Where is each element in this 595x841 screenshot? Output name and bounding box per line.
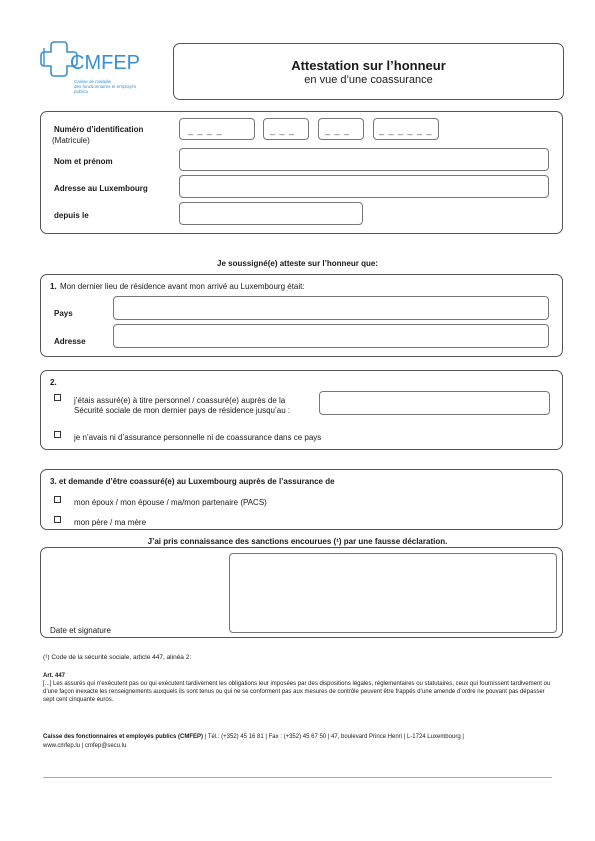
- since-label: depuis le: [54, 211, 89, 220]
- name-label: Nom et prénom: [54, 157, 113, 166]
- previous-address-label: Adresse: [54, 337, 86, 346]
- id-dash-placeholder: _ _ _: [270, 125, 296, 135]
- insured-option-line1: j’étais assuré(e) à titre personnel / coassuré(e) auprès de la: [74, 396, 286, 405]
- spouse-checkbox[interactable]: [54, 496, 61, 503]
- insured-option-line2: Sécurité sociale de mon dernier pays de résidence jusqu’au :: [74, 406, 291, 415]
- id-dash-placeholder: _ _ _: [325, 125, 351, 135]
- parent-checkbox[interactable]: [54, 516, 61, 523]
- footnote-marker: (¹): [43, 654, 50, 661]
- id-dash-placeholder: _ _ _ _ _ _: [379, 125, 433, 135]
- contact-org: Caisse des fonctionnaires et employés publics (CMFEP): [43, 734, 204, 740]
- id-dash-placeholder: _ _ _ _: [188, 125, 223, 135]
- signature-field[interactable]: [229, 553, 557, 633]
- parent-option: mon père / ma mère: [74, 518, 147, 527]
- footnote-text: Code de la sécurité sociale, article 447, alinéa 2:: [51, 654, 192, 661]
- name-field[interactable]: [179, 148, 549, 171]
- id-field-4[interactable]: [373, 118, 439, 140]
- address-label: Adresse au Luxembourg: [54, 184, 148, 193]
- not-insured-checkbox[interactable]: [54, 431, 61, 438]
- id-field-1[interactable]: [179, 118, 255, 140]
- id-field-2[interactable]: [263, 118, 309, 140]
- section-2-number: 2.: [50, 378, 57, 387]
- country-label: Pays: [54, 309, 73, 318]
- logo-subtitle: [74, 79, 174, 94]
- spouse-option: mon époux / mon épouse / ma/mon partenaire (PACS): [74, 498, 267, 507]
- sanctions-statement: J’ai pris connaissance des sanctions encourues (¹) par une fausse déclaration.: [147, 537, 448, 546]
- logo-text: CMFEP: [70, 52, 140, 74]
- not-insured-option: je n’avais ni d’assurance personnelle ni de coassurance dans ce pays: [74, 433, 322, 442]
- title-box: [173, 43, 564, 100]
- article-title: Art. 447: [43, 673, 66, 679]
- id-sublabel: (Matricule): [52, 136, 90, 145]
- contact-info: [43, 733, 555, 741]
- id-field-3[interactable]: [318, 118, 364, 140]
- id-label: Numéro d’identification: [54, 125, 144, 134]
- contact-details: | Tél.: (+352) 45 16 81 | Fax : (+352) 45 67 50 | 47, boulevard Prince Henri | L-1724 Luxembourg |: [203, 734, 464, 740]
- since-field[interactable]: [179, 202, 363, 225]
- page-title: Attestation sur l’honneur: [291, 58, 446, 73]
- footer-divider: [43, 777, 552, 778]
- page-subtitle: en vue d’une coassurance: [304, 74, 433, 86]
- logo-subtitle-line: des fonctionnaires et employés: [74, 84, 137, 89]
- footnote: [43, 654, 191, 661]
- signature-label: Date et signature: [50, 626, 111, 635]
- article-text: [...] Les assurés qui n’exécutent pas ou qui exécutent tardivement les obligations leur imposées par des dispositions légales, réglementaires ou statutaires, ceux qui fournissent tardivement ou d’une façon inexacte les renseignements auxquels ils sont tenus ou qui ne se conforment pas aux mesures de contrôle peuvent être frappés d’une amende d’ordre ne pouvant pas dépasser sept cent cinquante euros.: [43, 681, 551, 703]
- section-3-heading: 3. et demande d’être coassuré(e) au Luxembourg auprès de l’assurance de: [50, 477, 335, 486]
- declaration-intro: Je soussigné(e) atteste sur l’honneur que:: [217, 259, 378, 268]
- insured-until-field[interactable]: [319, 391, 550, 415]
- section-1-text: Mon dernier lieu de résidence avant mon arrivé au Luxembourg était:: [60, 282, 305, 291]
- logo-subtitle-line: publics: [74, 89, 89, 94]
- contact-web: www.cmfep.lu | cmfep@secu.lu: [43, 743, 127, 749]
- address-field[interactable]: [179, 175, 549, 198]
- logo-subtitle-line: Caisse de maladie: [74, 79, 112, 84]
- country-field[interactable]: [113, 296, 549, 320]
- insured-checkbox[interactable]: [54, 394, 61, 401]
- section-1-number: 1.: [50, 282, 57, 291]
- previous-address-field[interactable]: [113, 324, 549, 348]
